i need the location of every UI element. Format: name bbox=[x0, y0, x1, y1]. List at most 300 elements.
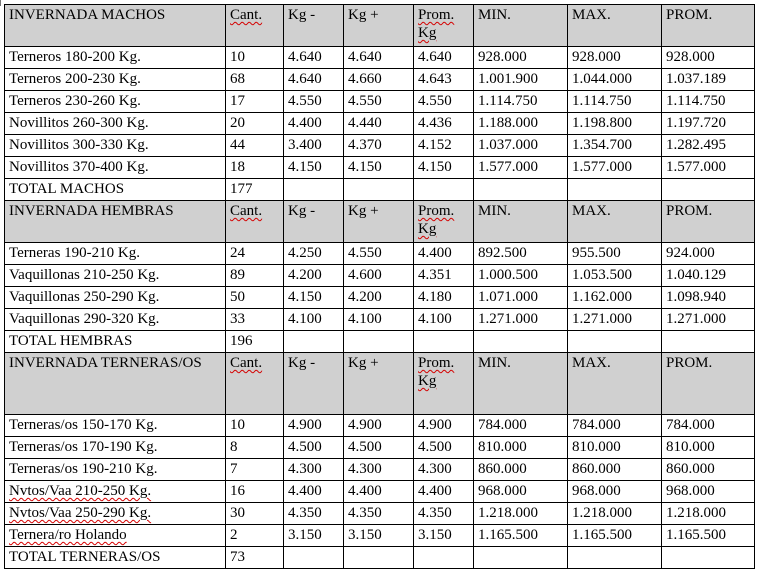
table-cell bbox=[662, 265, 755, 287]
total-value: 177 bbox=[226, 179, 284, 201]
cell-value: 4.640 bbox=[418, 49, 452, 65]
cell-value: 4.600 bbox=[348, 267, 382, 283]
table-cell bbox=[344, 525, 414, 547]
table-cell bbox=[474, 47, 568, 69]
total-value: 73 bbox=[226, 547, 284, 569]
cell-value: 4.550 bbox=[418, 93, 452, 109]
cell-value: 4.370 bbox=[348, 137, 382, 153]
cell-value: 10 bbox=[230, 417, 245, 433]
total-label: TOTAL MACHOS bbox=[5, 179, 226, 201]
cell-value: 1.165.500 bbox=[666, 527, 726, 543]
cell-value: 3.400 bbox=[288, 137, 322, 153]
empty-cell bbox=[344, 547, 414, 569]
cell-value: 4.643 bbox=[418, 71, 452, 87]
cell-value: 4.350 bbox=[418, 505, 452, 521]
table-row bbox=[5, 503, 755, 525]
cell-value: 955.500 bbox=[572, 245, 621, 261]
table-cell bbox=[568, 309, 662, 331]
cell-value: Nvtos/Vaa 250-290 Kg. bbox=[9, 505, 152, 521]
table-cell bbox=[344, 113, 414, 135]
table-row bbox=[5, 525, 755, 547]
cell-value: 1.218.000 bbox=[478, 505, 538, 521]
table-cell bbox=[284, 243, 344, 265]
cell-value: Ternera/ro Holando bbox=[9, 527, 127, 543]
cell-value: 1.000.500 bbox=[478, 267, 538, 283]
cell-value: 3.150 bbox=[288, 527, 322, 543]
cell-value: 17 bbox=[230, 93, 245, 109]
cell-value: 810.000 bbox=[572, 439, 621, 455]
total-value: 196 bbox=[226, 331, 284, 353]
table-cell bbox=[662, 113, 755, 135]
section-header-row bbox=[5, 5, 755, 47]
table-cell bbox=[344, 309, 414, 331]
cell-value: 1.165.500 bbox=[572, 527, 632, 543]
cell-value: 968.000 bbox=[572, 483, 621, 499]
column-header-label: Kg - bbox=[288, 7, 316, 23]
cattle-price-table bbox=[4, 4, 755, 569]
cell-value: Terneros 200-230 Kg. bbox=[9, 71, 141, 87]
cell-value: 4.150 bbox=[288, 289, 322, 305]
cell-value: 68 bbox=[230, 71, 245, 87]
column-header bbox=[344, 353, 414, 415]
table-cell bbox=[568, 47, 662, 69]
cell-value: 4.300 bbox=[288, 461, 322, 477]
table-cell bbox=[226, 243, 284, 265]
cell-value: 924.000 bbox=[666, 245, 715, 261]
cell-value: 24 bbox=[230, 245, 245, 261]
table-cell bbox=[474, 287, 568, 309]
table-cell bbox=[568, 415, 662, 437]
cell-value: 7 bbox=[230, 461, 238, 477]
cell-value: 4.900 bbox=[348, 417, 382, 433]
section-header-row bbox=[5, 353, 755, 415]
cell-value: 4.550 bbox=[288, 93, 322, 109]
empty-cell bbox=[344, 179, 414, 201]
table-cell bbox=[662, 69, 755, 91]
total-row bbox=[5, 179, 755, 201]
cell-value: Novillitos 300-330 Kg. bbox=[9, 137, 149, 153]
column-header-label: Kg + bbox=[348, 203, 379, 219]
cell-value: 3.150 bbox=[418, 527, 452, 543]
table-cell bbox=[414, 415, 474, 437]
column-header bbox=[284, 5, 344, 47]
empty-cell bbox=[414, 331, 474, 353]
total-row bbox=[5, 547, 755, 569]
table-cell bbox=[226, 525, 284, 547]
cell-value: 784.000 bbox=[478, 417, 527, 433]
table-cell bbox=[568, 525, 662, 547]
table-row bbox=[5, 309, 755, 331]
table-cell bbox=[568, 113, 662, 135]
table-row bbox=[5, 47, 755, 69]
cell-value: 1.053.500 bbox=[572, 267, 632, 283]
column-header-label: Prom. Kg bbox=[418, 203, 455, 237]
cell-value: 1.001.900 bbox=[478, 71, 538, 87]
cell-value: 4.640 bbox=[348, 49, 382, 65]
cell-value: 4.200 bbox=[348, 289, 382, 305]
cell-value: 18 bbox=[230, 159, 245, 175]
cell-value: 4.400 bbox=[418, 483, 452, 499]
cell-value: 928.000 bbox=[666, 49, 715, 65]
cell-value: 4.500 bbox=[348, 439, 382, 455]
cell-value: 928.000 bbox=[572, 49, 621, 65]
table-cell bbox=[284, 287, 344, 309]
table-cell bbox=[226, 47, 284, 69]
column-header bbox=[474, 5, 568, 47]
table-cell bbox=[414, 243, 474, 265]
table-cell bbox=[414, 503, 474, 525]
cell-value: Vaquillonas 210-250 Kg. bbox=[9, 267, 160, 283]
table-cell bbox=[344, 481, 414, 503]
table-cell bbox=[344, 503, 414, 525]
table-cell bbox=[414, 113, 474, 135]
empty-cell bbox=[662, 179, 755, 201]
cell-value: 1.218.000 bbox=[666, 505, 726, 521]
table-cell bbox=[414, 287, 474, 309]
column-header-label: Kg - bbox=[288, 355, 316, 371]
table-cell bbox=[568, 69, 662, 91]
cell-value: 928.000 bbox=[478, 49, 527, 65]
table-cell bbox=[662, 503, 755, 525]
empty-cell bbox=[474, 547, 568, 569]
cell-value: Nvtos/Vaa 210-250 Kg. bbox=[9, 483, 152, 499]
section-header-row bbox=[5, 201, 755, 243]
table-cell bbox=[284, 113, 344, 135]
cell-value: 2 bbox=[230, 527, 238, 543]
table-cell bbox=[226, 287, 284, 309]
cell-value: 4.900 bbox=[288, 417, 322, 433]
table-cell bbox=[344, 265, 414, 287]
empty-cell bbox=[474, 179, 568, 201]
table-cell bbox=[662, 157, 755, 179]
cell-value: 20 bbox=[230, 115, 245, 131]
table-row bbox=[5, 265, 755, 287]
table-cell bbox=[474, 503, 568, 525]
column-header bbox=[662, 353, 755, 415]
cell-value: Terneras/os 170-190 Kg. bbox=[9, 439, 158, 455]
table-cell bbox=[284, 47, 344, 69]
table-cell bbox=[414, 481, 474, 503]
column-header bbox=[662, 5, 755, 47]
column-header-label: MIN. bbox=[478, 355, 511, 371]
row-category bbox=[5, 415, 226, 437]
row-category bbox=[5, 47, 226, 69]
cell-value: Vaquillonas 250-290 Kg. bbox=[9, 289, 160, 305]
cell-value: 968.000 bbox=[666, 483, 715, 499]
table-cell bbox=[344, 157, 414, 179]
row-category bbox=[5, 525, 226, 547]
cell-value: 810.000 bbox=[666, 439, 715, 455]
cell-value: 4.250 bbox=[288, 245, 322, 261]
column-header bbox=[284, 353, 344, 415]
row-category bbox=[5, 437, 226, 459]
cell-value: 4.440 bbox=[348, 115, 382, 131]
cell-value: 44 bbox=[230, 137, 245, 153]
empty-cell bbox=[414, 179, 474, 201]
empty-cell bbox=[284, 179, 344, 201]
table-row bbox=[5, 243, 755, 265]
row-category bbox=[5, 157, 226, 179]
cell-value: 1.114.750 bbox=[478, 93, 538, 109]
cell-value: Terneras/os 190-210 Kg. bbox=[9, 461, 158, 477]
table-cell bbox=[474, 415, 568, 437]
table-cell bbox=[284, 69, 344, 91]
table-cell bbox=[344, 135, 414, 157]
table-cell bbox=[568, 157, 662, 179]
table-cell bbox=[568, 135, 662, 157]
table-cell bbox=[284, 309, 344, 331]
cell-value: 4.400 bbox=[418, 245, 452, 261]
column-header bbox=[414, 5, 474, 47]
cell-value: 1.044.000 bbox=[572, 71, 632, 87]
table-cell bbox=[414, 47, 474, 69]
column-header bbox=[568, 353, 662, 415]
cell-value: 1.098.940 bbox=[666, 289, 726, 305]
cell-value: 810.000 bbox=[478, 439, 527, 455]
row-category bbox=[5, 265, 226, 287]
table-cell bbox=[226, 481, 284, 503]
cell-value: 4.400 bbox=[348, 483, 382, 499]
cell-value: 1.114.750 bbox=[666, 93, 726, 109]
row-category bbox=[5, 243, 226, 265]
table-cell bbox=[284, 525, 344, 547]
table-cell bbox=[474, 135, 568, 157]
column-header bbox=[568, 5, 662, 47]
empty-cell bbox=[568, 331, 662, 353]
table-cell bbox=[662, 481, 755, 503]
table-cell bbox=[226, 157, 284, 179]
table-cell bbox=[414, 69, 474, 91]
table-cell bbox=[662, 437, 755, 459]
cell-value: Terneras 190-210 Kg. bbox=[9, 245, 140, 261]
table-cell bbox=[414, 135, 474, 157]
cell-value: 33 bbox=[230, 311, 245, 327]
cell-value: 1.282.495 bbox=[666, 137, 726, 153]
table-row bbox=[5, 287, 755, 309]
column-header-label: Kg + bbox=[348, 355, 379, 371]
table-cell bbox=[226, 415, 284, 437]
cell-value: 1.198.800 bbox=[572, 115, 632, 131]
table-cell bbox=[474, 91, 568, 113]
cell-value: 784.000 bbox=[572, 417, 621, 433]
row-category bbox=[5, 287, 226, 309]
table-cell bbox=[344, 415, 414, 437]
table-cell bbox=[284, 415, 344, 437]
cell-value: 1.218.000 bbox=[572, 505, 632, 521]
table-cell bbox=[474, 437, 568, 459]
cell-value: 4.200 bbox=[288, 267, 322, 283]
cell-value: 1.577.000 bbox=[666, 159, 726, 175]
table-cell bbox=[662, 287, 755, 309]
empty-cell bbox=[662, 547, 755, 569]
column-header-label: Cant. bbox=[230, 7, 263, 23]
column-header bbox=[226, 5, 284, 47]
section-title: INVERNADA TERNERAS/OS bbox=[5, 353, 226, 415]
total-label: TOTAL HEMBRAS bbox=[5, 331, 226, 353]
cell-value: 8 bbox=[230, 439, 238, 455]
cell-value: 16 bbox=[230, 483, 245, 499]
table-cell bbox=[568, 243, 662, 265]
cell-value: 3.150 bbox=[348, 527, 382, 543]
column-header-label: PROM. bbox=[666, 355, 713, 371]
cell-value: 1.271.000 bbox=[478, 311, 538, 327]
column-header bbox=[414, 353, 474, 415]
column-header-label: Prom. Kg bbox=[418, 355, 455, 389]
cell-value: 4.351 bbox=[418, 267, 452, 283]
table-cell bbox=[662, 91, 755, 113]
column-header bbox=[344, 201, 414, 243]
table-row bbox=[5, 69, 755, 91]
table-cell bbox=[568, 481, 662, 503]
section-title: INVERNADA HEMBRAS bbox=[5, 201, 226, 243]
cell-value: 892.500 bbox=[478, 245, 527, 261]
table-row bbox=[5, 481, 755, 503]
table-cell bbox=[414, 309, 474, 331]
cell-value: 4.180 bbox=[418, 289, 452, 305]
cell-value: 10 bbox=[230, 49, 245, 65]
table-cell bbox=[284, 437, 344, 459]
table-cell bbox=[568, 437, 662, 459]
column-header-label: Kg + bbox=[348, 7, 379, 23]
table-cell bbox=[226, 503, 284, 525]
total-row bbox=[5, 331, 755, 353]
cell-value: 4.550 bbox=[348, 245, 382, 261]
cell-value: 89 bbox=[230, 267, 245, 283]
empty-cell bbox=[414, 547, 474, 569]
cell-value: 1.188.000 bbox=[478, 115, 538, 131]
table-cell bbox=[414, 157, 474, 179]
row-category bbox=[5, 459, 226, 481]
table-cell bbox=[474, 243, 568, 265]
column-header-label: MAX. bbox=[572, 7, 611, 23]
table-cell bbox=[284, 135, 344, 157]
table-cell bbox=[662, 243, 755, 265]
empty-cell bbox=[284, 547, 344, 569]
cell-value: 4.550 bbox=[348, 93, 382, 109]
table-row bbox=[5, 415, 755, 437]
cell-value: 4.640 bbox=[288, 49, 322, 65]
cell-value: 1.577.000 bbox=[478, 159, 538, 175]
cell-value: 784.000 bbox=[666, 417, 715, 433]
cell-value: 4.300 bbox=[348, 461, 382, 477]
table-cell bbox=[284, 265, 344, 287]
table-cell bbox=[344, 243, 414, 265]
cell-value: Terneros 180-200 Kg. bbox=[9, 49, 141, 65]
column-header bbox=[226, 353, 284, 415]
cell-value: 4.660 bbox=[348, 71, 382, 87]
cell-value: 30 bbox=[230, 505, 245, 521]
column-header bbox=[226, 201, 284, 243]
table-cell bbox=[226, 113, 284, 135]
table-row bbox=[5, 157, 755, 179]
cell-value: 1.271.000 bbox=[572, 311, 632, 327]
cell-value: 4.350 bbox=[288, 505, 322, 521]
total-label: TOTAL TERNERAS/OS bbox=[5, 547, 226, 569]
table-cell bbox=[474, 481, 568, 503]
table-cell bbox=[344, 47, 414, 69]
cell-value: 860.000 bbox=[572, 461, 621, 477]
cell-value: 1.162.000 bbox=[572, 289, 632, 305]
cell-value: 4.500 bbox=[418, 439, 452, 455]
table-cell bbox=[414, 91, 474, 113]
table-cell bbox=[568, 91, 662, 113]
table-cell bbox=[284, 459, 344, 481]
table-cell bbox=[414, 437, 474, 459]
table-cell bbox=[344, 69, 414, 91]
table-cell bbox=[662, 47, 755, 69]
cell-value: 1.271.000 bbox=[666, 311, 726, 327]
table-cell bbox=[414, 525, 474, 547]
cell-value: 968.000 bbox=[478, 483, 527, 499]
empty-cell bbox=[284, 331, 344, 353]
column-header-label: MIN. bbox=[478, 203, 511, 219]
column-header-label: PROM. bbox=[666, 203, 713, 219]
table-cell bbox=[474, 157, 568, 179]
row-category bbox=[5, 91, 226, 113]
table-cell bbox=[226, 135, 284, 157]
table-cell bbox=[344, 91, 414, 113]
column-header bbox=[568, 201, 662, 243]
cell-value: 4.100 bbox=[418, 311, 452, 327]
row-category bbox=[5, 69, 226, 91]
table-cell bbox=[662, 135, 755, 157]
table-cell bbox=[662, 309, 755, 331]
column-header bbox=[662, 201, 755, 243]
column-header bbox=[284, 201, 344, 243]
cell-value: Vaquillonas 290-320 Kg. bbox=[9, 311, 160, 327]
table-cell bbox=[662, 459, 755, 481]
table-cell bbox=[662, 415, 755, 437]
cell-value: 4.152 bbox=[418, 137, 452, 153]
cell-value: 4.640 bbox=[288, 71, 322, 87]
column-header-label: MAX. bbox=[572, 203, 611, 219]
cell-value: 860.000 bbox=[666, 461, 715, 477]
column-header-label: Prom. Kg bbox=[418, 7, 455, 41]
table-cell bbox=[344, 287, 414, 309]
table-cell bbox=[474, 309, 568, 331]
cell-value: 1.037.189 bbox=[666, 71, 726, 87]
cell-value: 1.165.500 bbox=[478, 527, 538, 543]
column-header-label: MAX. bbox=[572, 355, 611, 371]
empty-cell bbox=[568, 547, 662, 569]
section-title: INVERNADA MACHOS bbox=[5, 5, 226, 47]
cell-value: 4.400 bbox=[288, 483, 322, 499]
table-cell bbox=[474, 459, 568, 481]
cell-value: 4.100 bbox=[348, 311, 382, 327]
empty-cell bbox=[474, 331, 568, 353]
table-cell bbox=[226, 309, 284, 331]
column-header bbox=[414, 201, 474, 243]
cell-value: 1.040.129 bbox=[666, 267, 726, 283]
table-cell bbox=[568, 265, 662, 287]
table-cell bbox=[474, 525, 568, 547]
cell-value: 1.577.000 bbox=[572, 159, 632, 175]
cell-value: 4.100 bbox=[288, 311, 322, 327]
cell-value: Novillitos 260-300 Kg. bbox=[9, 115, 149, 131]
table-cell bbox=[662, 525, 755, 547]
table-cell bbox=[474, 265, 568, 287]
cell-value: 1.114.750 bbox=[572, 93, 632, 109]
empty-cell bbox=[568, 179, 662, 201]
empty-cell bbox=[662, 331, 755, 353]
table-cell bbox=[568, 503, 662, 525]
table-cell bbox=[344, 459, 414, 481]
row-category bbox=[5, 481, 226, 503]
table-row bbox=[5, 91, 755, 113]
cell-value: 4.150 bbox=[288, 159, 322, 175]
table-cell bbox=[226, 437, 284, 459]
table-cell bbox=[474, 113, 568, 135]
